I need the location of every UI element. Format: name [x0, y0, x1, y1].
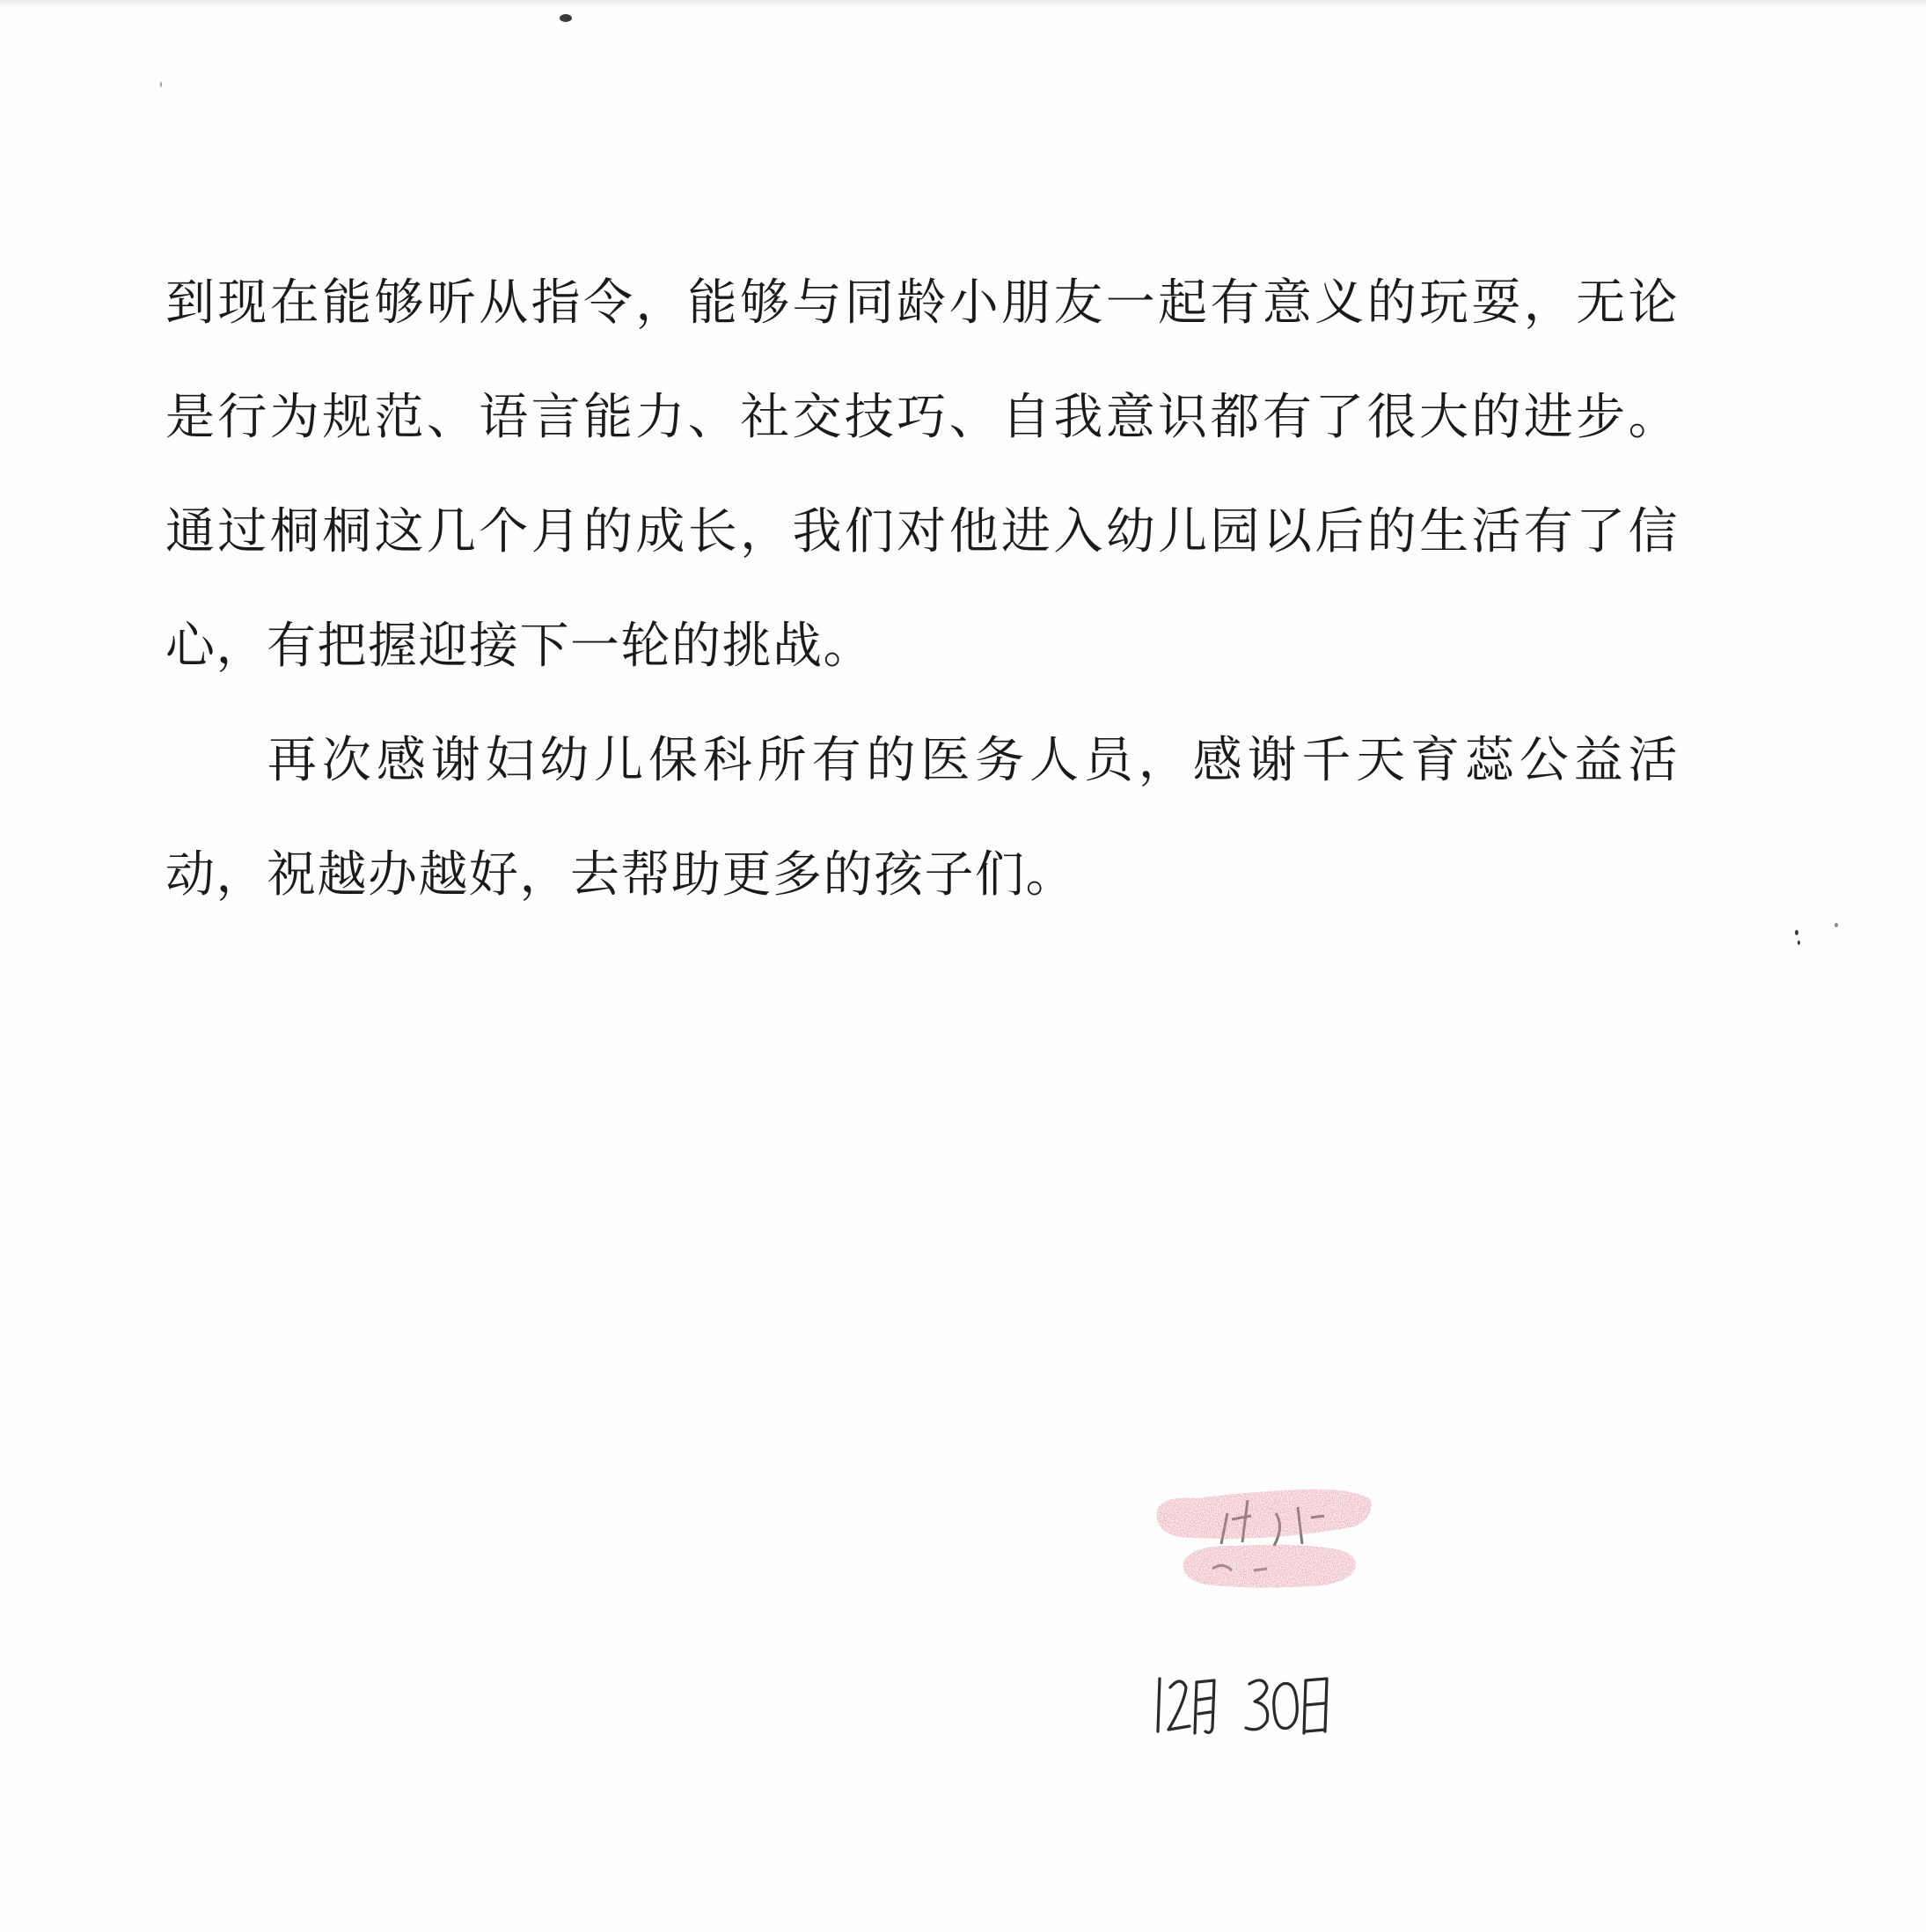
scan-speck: [160, 82, 162, 87]
letter-paragraph-2: 再次感谢妇幼儿保科所有的医务人员，感谢千天育蕊公益活动，祝越办越好，去帮助更多的孩子们。: [165, 732, 1679, 904]
scan-speck: [1798, 940, 1800, 945]
letter-body: [165, 246, 1679, 933]
scan-edge-shadow: [0, 0, 1926, 9]
handwritten-date: [1151, 1663, 1380, 1742]
letter-paragraph-1: 到现在能够听从指令，能够与同龄小朋友一起有意义的玩耍，无论是行为规范、语言能力、社交技巧、自我意识都有了很大的进步。通过桐桐这几个月的成长，我们对他进入幼儿园以后的生活有了信心，有把握迎接下一轮的挑战。: [165, 274, 1679, 675]
scan-speck: [560, 14, 572, 22]
scan-speck: [1795, 930, 1798, 935]
scan-speck: [1834, 923, 1838, 927]
redacted-signature: [1144, 1465, 1381, 1606]
